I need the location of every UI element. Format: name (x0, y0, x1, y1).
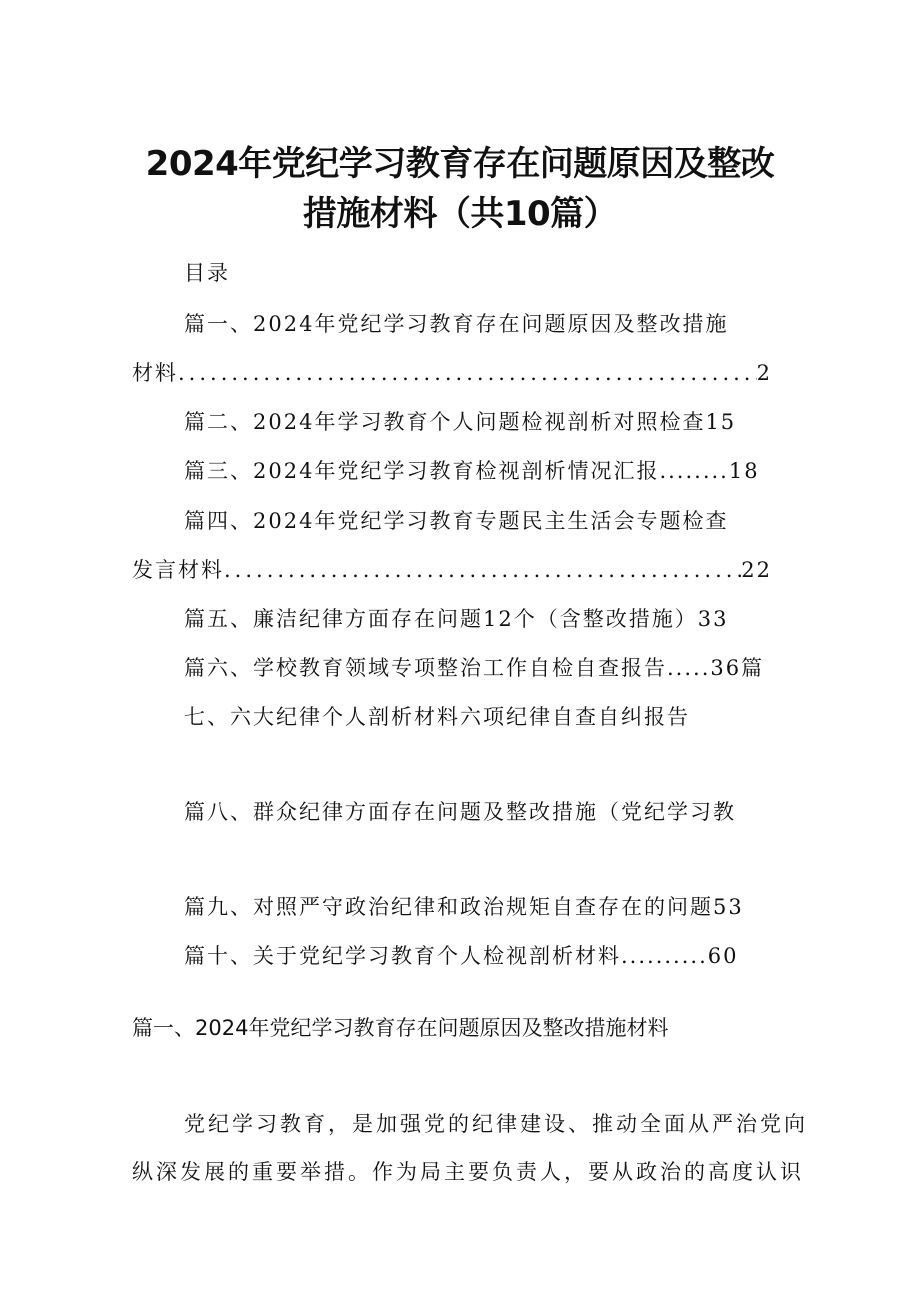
toc-entry-4-page: 22 (741, 558, 772, 582)
toc-entry-3-text: 篇三、2024年党纪学习教育检视剖析情况汇报 (184, 459, 660, 483)
toc-entry-10-page: 60 (707, 944, 739, 968)
toc-entry-1: 篇一、2024年党纪学习教育存在问题原因及整改措施 (184, 312, 729, 336)
toc-entry-6 (184, 653, 764, 683)
toc-entry-3-dots: ........ (659, 459, 729, 483)
body-paragraph-line-1: 党纪学习教育，是加强党的纪律建设、推动全面从严治党向 (184, 1112, 808, 1136)
toc-heading: 目录 (184, 261, 230, 285)
toc-entry-10 (184, 941, 739, 971)
toc-entry-3 (184, 456, 760, 486)
dot-leader (224, 555, 741, 585)
toc-entry-6-dots: ..... (667, 656, 711, 680)
toc-entry-3-page: 18 (728, 459, 760, 483)
toc-entry-4: 篇四、2024年党纪学习教育专题民主生活会专题检查 (184, 509, 729, 533)
toc-entry-1-continuation (132, 358, 772, 388)
toc-entry-10-text: 篇十、关于党纪学习教育个人检视剖析材料 (184, 944, 621, 968)
toc-entry-9: 篇九、对照严守政治纪律和政治规矩自查存在的问题53 (184, 895, 744, 919)
toc-entry-8: 篇八、群众纪律方面存在问题及整改措施（党纪学习教 (184, 800, 736, 824)
toc-entry-2: 篇二、2024年学习教育个人问题检视剖析对照检查15 (184, 410, 737, 434)
toc-entry-10-dots: .......... (621, 944, 708, 968)
toc-entry-5: 篇五、廉洁纪律方面存在问题12个（含整改措施）33 (184, 607, 729, 631)
toc-entry-6-text: 篇六、学校教育领域专项整治工作自检自查报告 (184, 656, 667, 680)
document-title-line-1: 2024年党纪学习教育存在问题原因及整改 (145, 144, 775, 184)
document-title-line-2: 措施材料（共10篇） (302, 194, 618, 234)
toc-entry-7: 七、六大纪律个人剖析材料六项纪律自查自纠报告 (184, 705, 690, 729)
toc-entry-4-continuation (132, 555, 772, 585)
body-paragraph-line-2: 纵深发展的重要举措。作为局主要负责人，要从政治的高度认识 (132, 1160, 804, 1184)
toc-entry-6-page: 36篇 (710, 656, 765, 680)
toc-entry-1-page: 2 (756, 361, 772, 385)
section-heading: 篇一、2024年党纪学习教育存在问题原因及整改措施材料 (132, 1016, 669, 1040)
dot-leader (178, 358, 757, 388)
toc-entry-4-text: 发言材料 (132, 558, 224, 582)
toc-entry-1-text: 材料 (132, 361, 178, 385)
